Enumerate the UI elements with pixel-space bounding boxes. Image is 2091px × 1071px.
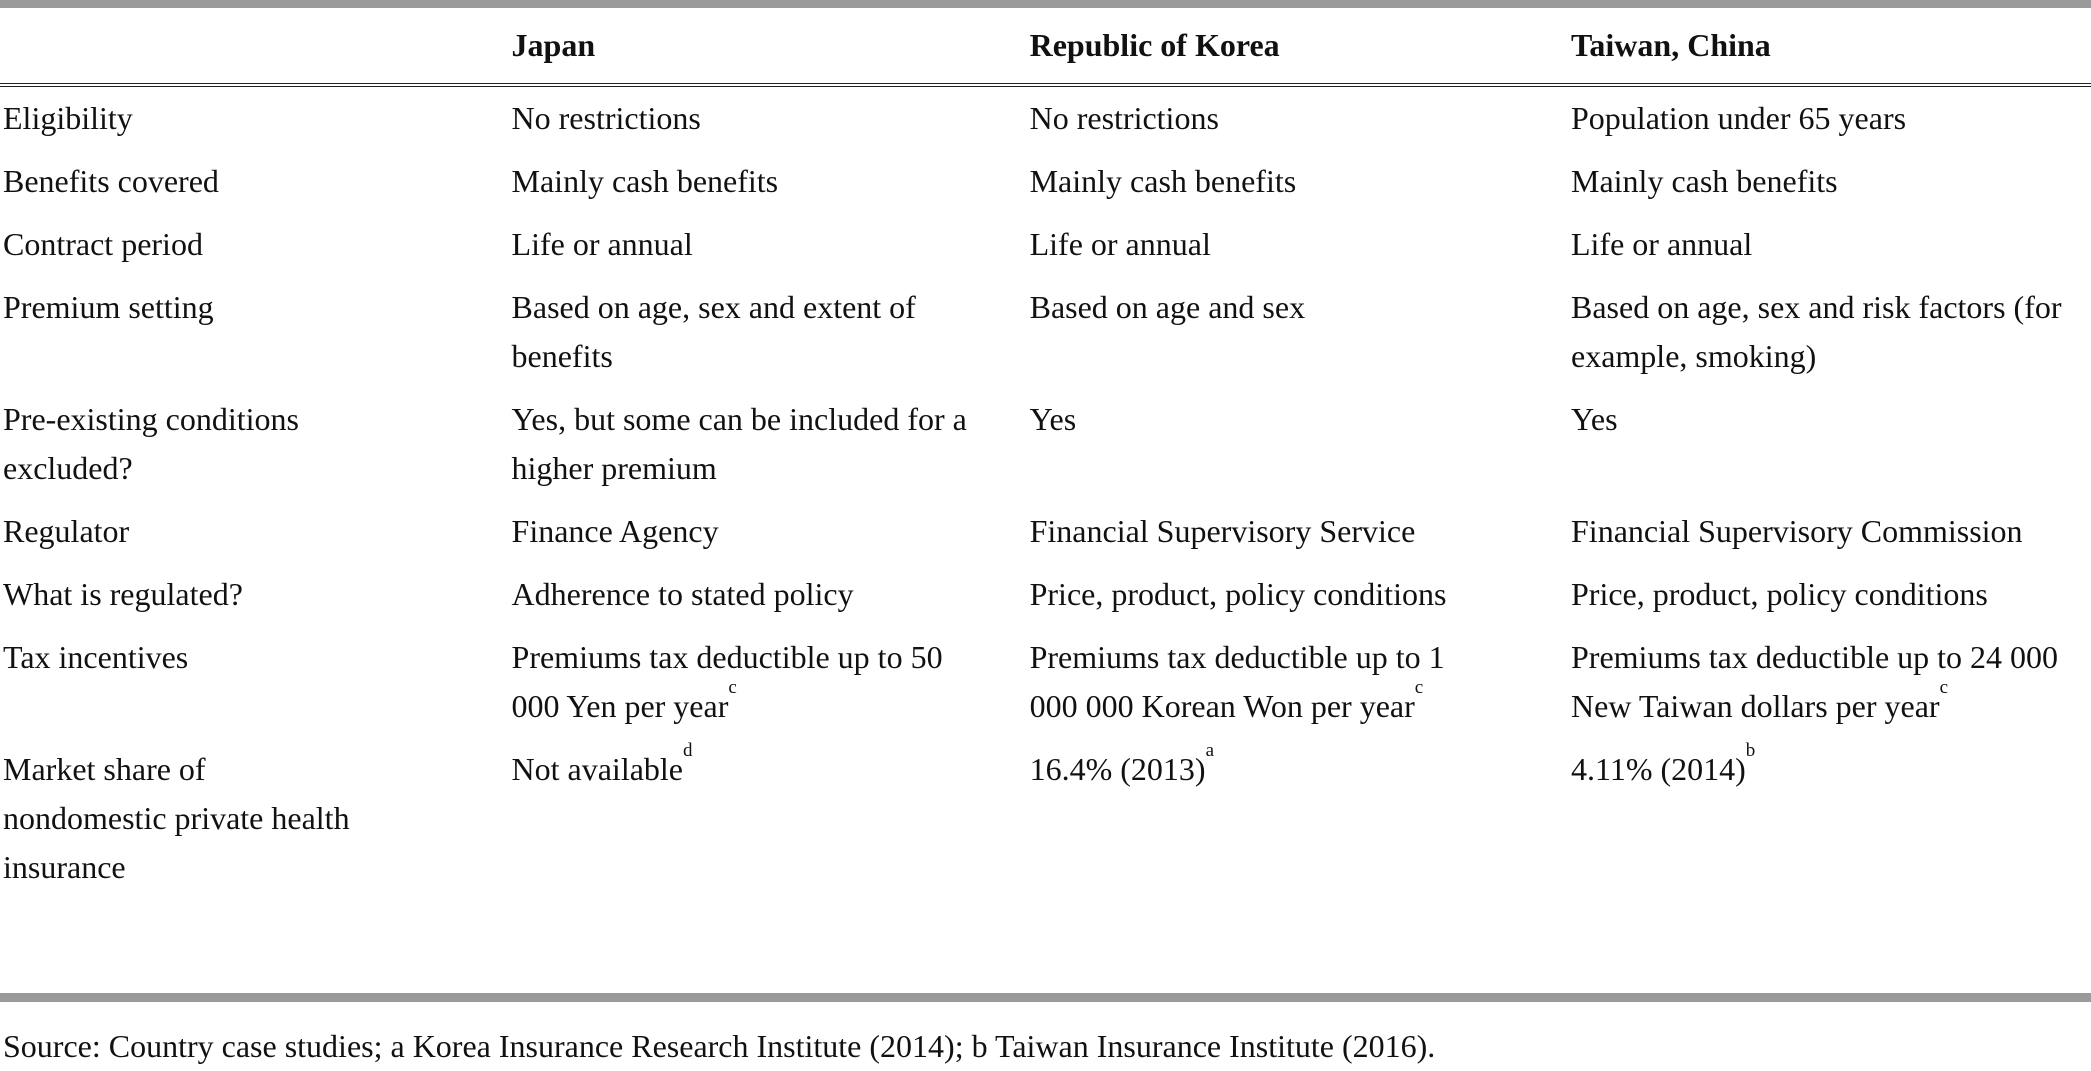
row-label: [0, 150, 512, 213]
table-cell: [512, 276, 1030, 388]
cell-content: [1571, 507, 2091, 556]
table-cell: [512, 738, 1030, 899]
column-header-taiwan: Taiwan, China: [1571, 8, 2091, 85]
cell-text: Yes: [1029, 401, 1077, 437]
table-cell: [512, 213, 1030, 276]
cell-text: Yes: [1571, 401, 1618, 437]
cell-text: Financial Supervisory Commission: [1571, 513, 2023, 549]
cell-text: Premiums tax deductible up to 1 000 000 Korean Won per year: [1029, 639, 1445, 724]
table-row: [0, 626, 2091, 738]
cell-text: Mainly cash benefits: [1571, 163, 1838, 199]
row-label: [0, 213, 512, 276]
footnote-marker: b: [1745, 740, 1756, 761]
row-label: [0, 738, 512, 899]
cell-text: Life or annual: [1571, 226, 1753, 262]
row-label-text: Tax incentives: [3, 639, 189, 675]
table-cell: [512, 626, 1030, 738]
table-cell: [1571, 388, 2091, 500]
table-cell: [512, 150, 1030, 213]
row-label: [0, 276, 512, 388]
cell-content: [1030, 220, 1500, 269]
table-cell: [1030, 85, 1571, 150]
cell-content: [511, 740, 992, 794]
table-row: [0, 85, 2091, 150]
cell-content: [512, 157, 992, 206]
table-row: [0, 388, 2091, 500]
table-cell: [1571, 85, 2091, 150]
bottom-rule: [0, 993, 2091, 1002]
row-label-text: Premium setting: [3, 289, 214, 325]
cell-content: [1571, 633, 2091, 731]
column-header-korea: Republic of Korea: [1030, 8, 1571, 85]
cell-content: [1029, 740, 1500, 794]
cell-text: Life or annual: [511, 226, 693, 262]
cell-text: Mainly cash benefits: [511, 163, 779, 199]
table-row: [0, 213, 2091, 276]
table-cell: [1571, 150, 2091, 213]
cell-text: Mainly cash benefits: [1029, 163, 1297, 199]
table-cell: [1571, 738, 2091, 899]
cell-text: Life or annual: [1029, 226, 1211, 262]
table-cell: [1571, 626, 2091, 738]
cell-text: Population under 65 years: [1571, 100, 1907, 136]
cell-content: [512, 633, 992, 731]
table-cell: [512, 500, 1030, 563]
source-note: Source: Country case studies; a Korea Insurance Research Institute (2014); b Taiwan Insurance Institute (2016).: [3, 1028, 1436, 1064]
comparison-table: [0, 8, 2091, 899]
cell-text: Adherence to stated policy: [511, 576, 854, 612]
header-row: [0, 8, 2091, 85]
cell-content: [1030, 633, 1500, 731]
cell-content: [1030, 507, 1500, 556]
cell-content: [512, 220, 992, 269]
cell-content: [1030, 283, 1500, 332]
row-label-text: Regulator: [3, 513, 130, 549]
table-cell: [1030, 276, 1571, 388]
table-row: [0, 500, 2091, 563]
table-cell: [1030, 150, 1571, 213]
cell-content: [512, 507, 992, 556]
cell-content: [1571, 283, 2091, 381]
table-cell: [512, 563, 1030, 626]
table-cell: [512, 85, 1030, 150]
row-label: [0, 563, 512, 626]
table-cell: [1030, 563, 1571, 626]
table-cell: [1030, 738, 1571, 899]
row-label-text: Eligibility: [3, 100, 133, 136]
table-row: [0, 276, 2091, 388]
cell-content: [1571, 157, 2091, 206]
row-label: [0, 500, 512, 563]
cell-text: Not available: [511, 751, 683, 787]
table-cell: [1030, 626, 1571, 738]
row-label-text: Pre-existing conditions excluded?: [3, 401, 299, 486]
table-cell: [1030, 500, 1571, 563]
row-label-text: Benefits covered: [3, 163, 219, 199]
table-row: [0, 563, 2091, 626]
cell-text: No restrictions: [511, 100, 701, 136]
cell-content: [1030, 94, 1500, 143]
cell-text: Premiums tax deductible up to 24 000 New Taiwan dollars per year: [1571, 639, 2059, 724]
row-label: [0, 626, 512, 738]
footnote-marker: c: [1939, 677, 1949, 698]
table-cell: [1571, 563, 2091, 626]
table-cell: [512, 388, 1030, 500]
table-row: [0, 738, 2091, 899]
cell-content: [1571, 740, 2091, 794]
cell-text: Based on age, sex and risk factors (for example, smoking): [1571, 289, 2062, 374]
cell-content: [1030, 570, 1500, 619]
row-label-text: Market share of nondomestic private health insurance: [3, 751, 350, 885]
cell-content: [512, 94, 992, 143]
row-label: [0, 388, 512, 500]
table-row: [0, 150, 2091, 213]
cell-content: [512, 570, 992, 619]
cell-text: Price, product, policy conditions: [1029, 576, 1447, 612]
cell-content: [1030, 157, 1500, 206]
column-header-japan: Japan: [512, 8, 1030, 85]
cell-text: Based on age and sex: [1029, 289, 1306, 325]
cell-text: Yes, but some can be included for a higher premium: [511, 401, 967, 486]
cell-text: Premiums tax deductible up to 50 000 Yen per year: [511, 639, 943, 724]
cell-text: 16.4% (2013): [1029, 751, 1206, 787]
cell-text: Price, product, policy conditions: [1571, 576, 1988, 612]
cell-content: [1030, 395, 1500, 444]
cell-text: No restrictions: [1029, 100, 1219, 136]
table-cell: [1030, 388, 1571, 500]
row-label: [0, 85, 512, 150]
cell-text: Finance Agency: [511, 513, 719, 549]
table-cell: [1571, 213, 2091, 276]
table-cell: [1571, 276, 2091, 388]
cell-content: [1571, 220, 2091, 269]
row-label-text: Contract period: [3, 226, 203, 262]
cell-content: [512, 395, 992, 493]
cell-content: [1571, 395, 2091, 444]
footnote-marker: c: [1414, 677, 1424, 698]
cell-content: [1571, 94, 2091, 143]
cell-content: [1571, 570, 2091, 619]
cell-text: 4.11% (2014): [1571, 751, 1746, 787]
top-rule: [0, 0, 2091, 8]
footnote-marker: a: [1205, 740, 1214, 761]
table-cell: [1030, 213, 1571, 276]
footnote-marker: c: [728, 677, 737, 698]
column-header: [0, 8, 512, 85]
table-cell: [1571, 500, 2091, 563]
cell-text: Based on age, sex and extent of benefits: [511, 289, 916, 374]
footnote-marker: d: [683, 740, 693, 761]
cell-text: Financial Supervisory Service: [1029, 513, 1416, 549]
cell-content: [512, 283, 992, 381]
row-label-text: What is regulated?: [3, 576, 243, 612]
